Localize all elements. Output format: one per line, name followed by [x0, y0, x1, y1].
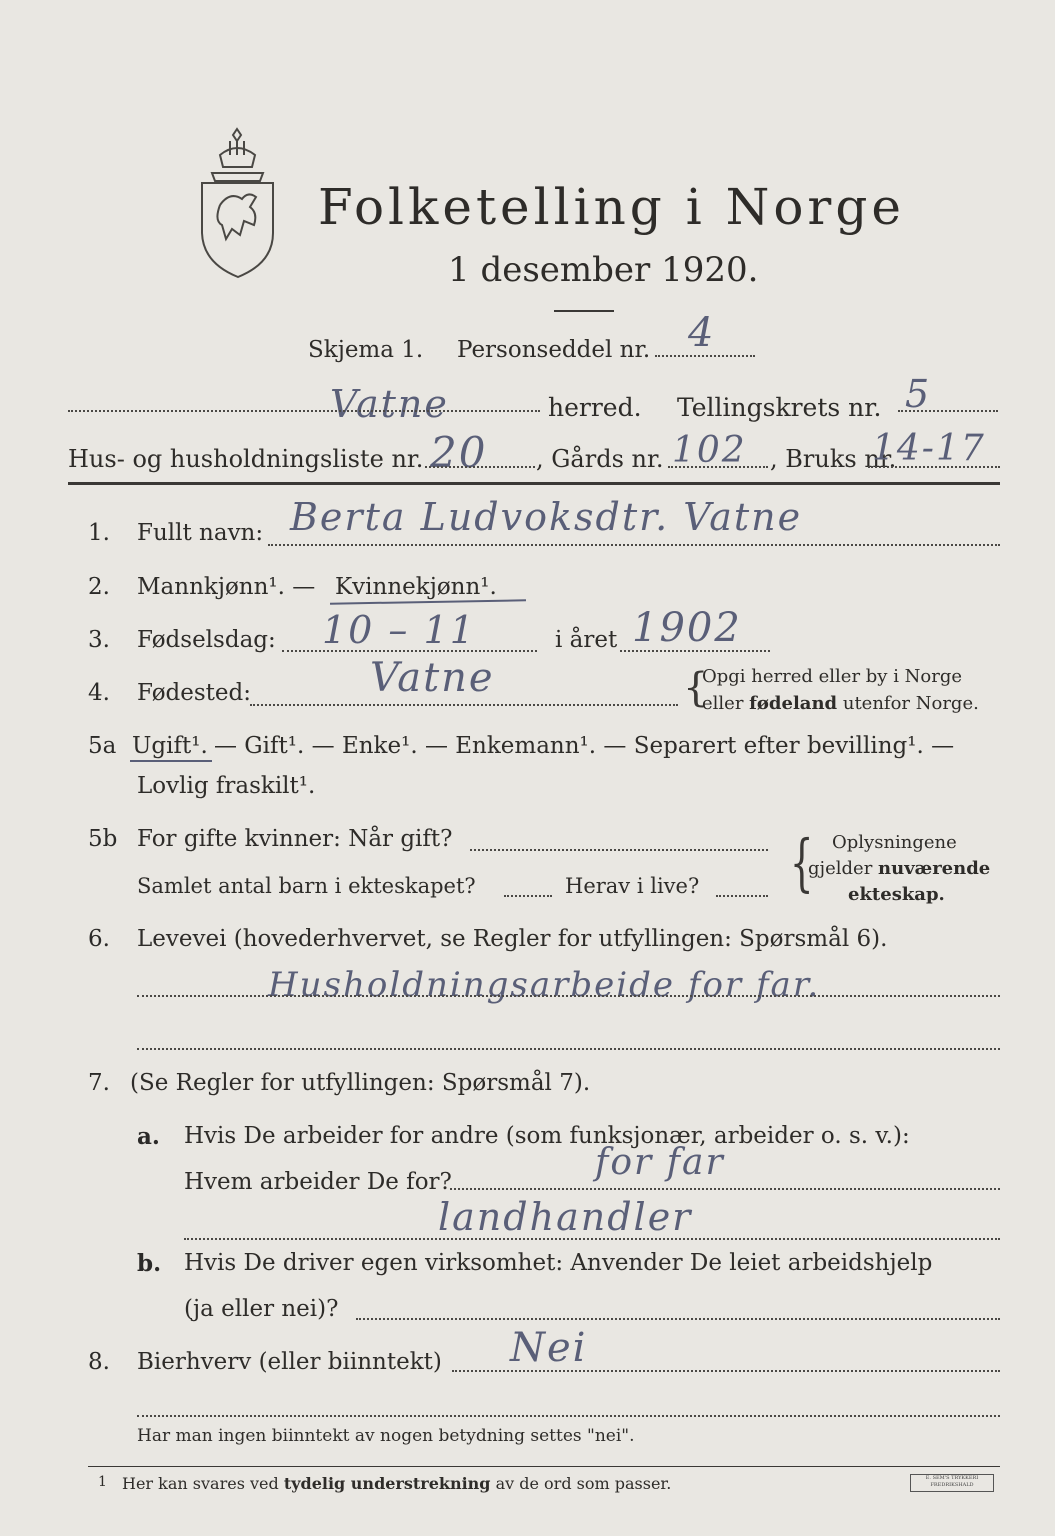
gards-label: , Gårds nr. — [536, 445, 664, 473]
q4-note-2 — [702, 693, 979, 714]
q7a-value-1: for far — [595, 1142, 725, 1183]
q5b-note-1: Oplysningene — [832, 832, 957, 853]
coat-of-arms-icon — [190, 125, 285, 280]
footer-note: Har man ingen biinntekt av nogen betydning settes "nei". — [137, 1426, 635, 1446]
q1-label: Fullt navn: — [137, 520, 264, 546]
footer-divider — [88, 1466, 1000, 1467]
q5b-note-2 — [808, 858, 990, 879]
hus-line — [425, 466, 535, 468]
q7a-label-2: Hvem arbeider De for? — [184, 1169, 452, 1195]
q7a-label: Hvis De arbeider for andre (som funksjonær, arbeider o. s. v.): — [184, 1123, 910, 1149]
q7-number: 7. — [88, 1070, 110, 1096]
q8-value: Nei — [510, 1325, 588, 1371]
census-date: 1 desember 1920. — [448, 250, 759, 290]
q5b-label-2: Samlet antal barn i ekteskapet? — [137, 874, 476, 898]
q5a-number: 5a — [88, 733, 117, 759]
q2-underline — [330, 599, 526, 604]
gards-line — [668, 466, 768, 468]
q3-line — [282, 650, 537, 652]
q6-number: 6. — [88, 926, 110, 952]
q5a-options: — Gift¹. — Enke¹. — Enkemann¹. — Separert efter bevilling¹. — — [214, 733, 955, 759]
herred-value: Vatne — [330, 382, 449, 426]
q5b-line-1 — [470, 849, 768, 851]
q7b-number: b. — [137, 1250, 162, 1277]
q5b-line-2 — [504, 895, 552, 897]
q2-female: Kvinnekjønn¹. — [335, 574, 497, 600]
bruks-line — [868, 466, 1000, 468]
q5b-note-3: ekteskap. — [848, 884, 945, 905]
q6-line-1 — [137, 995, 1000, 997]
q6-line-2 — [137, 1048, 1000, 1050]
footnote-number: 1 — [98, 1474, 107, 1490]
q1-line — [268, 544, 1000, 546]
header-divider — [68, 482, 1000, 485]
bruks-number: 14-17 — [872, 428, 986, 469]
hus-label: Hus- og husholdningsliste nr. — [68, 445, 424, 473]
q4-note-1: Opgi herred eller by i Norge — [702, 666, 963, 687]
q8-label: Bierhverv (eller biinntekt) — [137, 1349, 442, 1375]
bruks-label: , Bruks nr. — [770, 445, 897, 473]
gards-number: 102 — [672, 430, 747, 471]
q7a-line-1 — [450, 1188, 1000, 1190]
tellingskrets-line — [898, 410, 998, 412]
q3-year-value: 1902 — [632, 605, 742, 651]
q4-label: Fødested: — [137, 680, 252, 706]
q5b-note-2b: nuværende — [878, 858, 991, 879]
personseddel-number: 4 — [688, 310, 716, 356]
personseddel-line — [655, 355, 755, 357]
footnote-a: Her kan svares ved — [122, 1474, 284, 1493]
q5b-line-3 — [716, 895, 768, 897]
q5a-line2: Lovlig fraskilt¹. — [137, 773, 316, 799]
q6-label: Levevei (hovederhvervet, se Regler for utfyllingen: Spørsmål 6). — [137, 926, 888, 952]
q4-value: Vatne — [370, 655, 495, 701]
footnote-b: tydelig understrekning — [283, 1474, 491, 1493]
q5b-number: 5b — [88, 826, 118, 852]
q3-label: Fødselsdag: — [137, 627, 276, 653]
q4-brace: { — [683, 665, 709, 711]
footnote-c: av de ord som passer. — [490, 1474, 672, 1493]
q2-male: Mannkjønn¹. — — [137, 574, 316, 600]
q8-number: 8. — [88, 1349, 110, 1375]
q7-label: (Se Regler for utfyllingen: Spørsmål 7). — [130, 1070, 591, 1096]
q4-number: 4. — [88, 680, 110, 706]
q4-note-2c: utenfor Norge. — [837, 693, 979, 714]
q6-value: Husholdningsarbeide for far. — [268, 965, 821, 1005]
q5b-note-2a: gjelder — [808, 858, 879, 879]
q8-line-2 — [137, 1415, 1000, 1417]
q3-year-line — [620, 650, 770, 652]
tellingskrets-label: Tellingskrets nr. — [677, 393, 882, 422]
q7a-value-2: landhandler — [438, 1195, 693, 1239]
q4-line — [250, 704, 678, 706]
title-divider — [554, 310, 614, 312]
q7b-label: Hvis De driver egen virksomhet: Anvender De leiet arbeidshjelp — [184, 1250, 933, 1276]
printer-stamp: E. SEM'S TRYKKERI FREDRIKSHALD — [910, 1474, 994, 1492]
personseddel-label: Personseddel nr. — [457, 337, 651, 363]
herred-label: herred. — [548, 393, 642, 422]
tellingskrets-number: 5 — [905, 372, 932, 416]
q7b-line — [356, 1318, 1000, 1320]
q5a-ugift: Ugift¹. — [132, 733, 208, 759]
page-title: Folketelling i Norge — [318, 178, 905, 236]
q5b-brace: { — [789, 826, 814, 899]
q2-number: 2. — [88, 574, 110, 600]
q4-note-2a: eller — [702, 693, 750, 714]
q3-year-label: i året — [555, 627, 618, 653]
q5b-label-3: Herav i live? — [565, 874, 700, 898]
q3-number: 3. — [88, 627, 110, 653]
q7a-number: a. — [137, 1123, 160, 1150]
footnote-text — [122, 1474, 671, 1493]
hus-number: 20 — [430, 428, 488, 477]
q8-line-1 — [452, 1370, 1000, 1372]
herred-line — [68, 410, 540, 412]
q5a-underline — [130, 760, 212, 762]
q1-value: Berta Ludvoksdtr. Vatne — [290, 495, 803, 539]
q1-number: 1. — [88, 520, 110, 546]
q4-note-2b: fødeland — [749, 693, 838, 714]
q7b-label-2: (ja eller nei)? — [184, 1296, 339, 1322]
q7a-line-2 — [184, 1238, 1000, 1240]
skjema-label: Skjema 1. — [308, 337, 424, 363]
q3-value: 10 – 11 — [322, 608, 476, 652]
q5b-label-1: For gifte kvinner: Når gift? — [137, 826, 453, 852]
